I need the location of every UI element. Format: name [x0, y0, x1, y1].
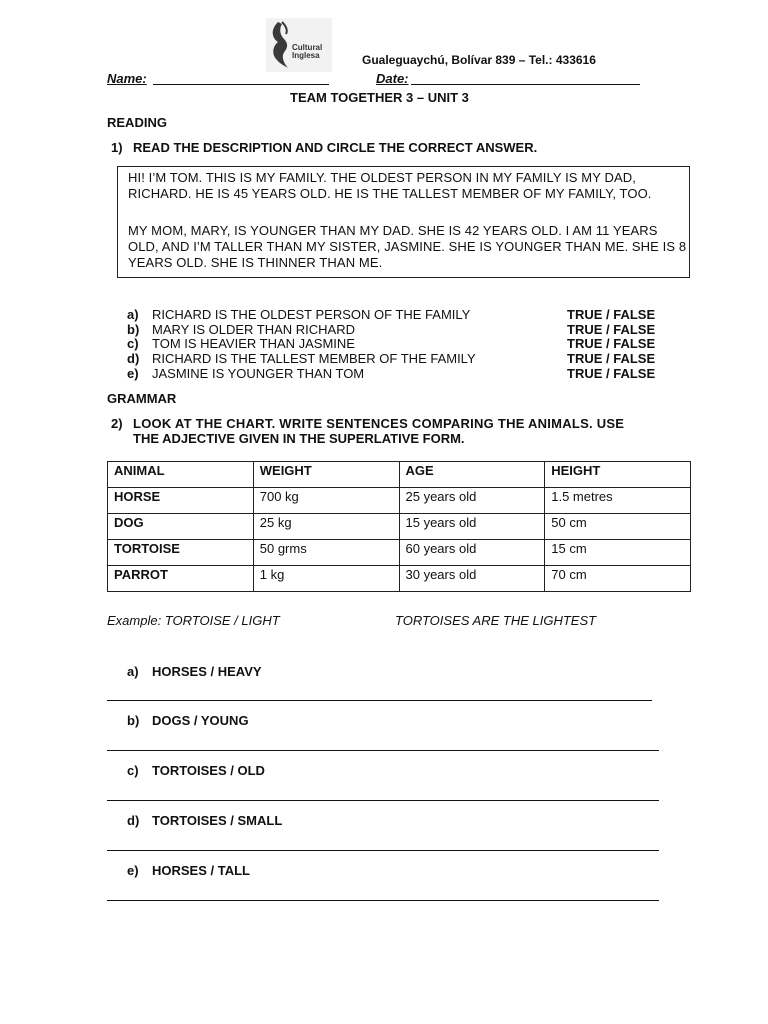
statement-text: RICHARD IS THE OLDEST PERSON OF THE FAMILY: [152, 307, 471, 322]
statement-letter: a): [127, 307, 139, 322]
table-cell: 60 years old: [399, 540, 545, 566]
statement-letter: d): [127, 351, 140, 366]
column-header: ANIMAL: [108, 462, 254, 488]
answer-line[interactable]: [107, 750, 659, 751]
exercise-letter: a): [127, 664, 139, 679]
name-label: Name:: [107, 71, 147, 86]
school-address: Gualeguaychú, Bolívar 839 – Tel.: 433616: [362, 53, 596, 67]
table-cell: 1.5 metres: [545, 488, 691, 514]
statement-row: [127, 351, 667, 366]
column-header: WEIGHT: [253, 462, 399, 488]
table-header-row: [108, 462, 691, 488]
grammar-instruction-line-1: LOOK AT THE CHART. WRITE SENTENCES COMPARING THE ANIMALS. USE: [133, 416, 625, 431]
statement-letter: b): [127, 322, 140, 337]
answer-line[interactable]: [107, 800, 659, 801]
true-false-options[interactable]: TRUE / FALSE: [567, 336, 656, 351]
table-row: [108, 514, 691, 540]
statement-row: [127, 322, 667, 337]
table-cell: 1 kg: [253, 566, 399, 592]
statement-row: [127, 336, 667, 351]
example-prompt: Example: TORTOISE / LIGHT: [107, 613, 280, 628]
reading-heading: READING: [107, 115, 167, 130]
table-cell: 25 years old: [399, 488, 545, 514]
example-answer: TORTOISES ARE THE LIGHTEST: [395, 613, 597, 628]
column-header: AGE: [399, 462, 545, 488]
statement-text: JASMINE IS YOUNGER THAN TOM: [152, 366, 365, 381]
exercise-letter: c): [127, 763, 139, 778]
grammar-instruction-line-2: THE ADJECTIVE GIVEN IN THE SUPERLATIVE FORM.: [133, 431, 465, 446]
answer-line[interactable]: [107, 850, 659, 851]
exercise-letter: b): [127, 713, 140, 728]
statement-text: TOM IS HEAVIER THAN JASMINE: [152, 336, 355, 351]
exercise-prompt: TORTOISES / SMALL: [152, 813, 283, 828]
statement-letter: c): [127, 336, 139, 351]
true-false-options[interactable]: TRUE / FALSE: [567, 366, 656, 381]
exercise-prompt: HORSES / HEAVY: [152, 664, 262, 679]
true-false-options[interactable]: TRUE / FALSE: [567, 307, 656, 322]
worksheet-title: TEAM TOGETHER 3 – UNIT 3: [290, 90, 469, 105]
logo-text-inglesa: Inglesa: [292, 51, 320, 60]
table-row: [108, 488, 691, 514]
statement-letter: e): [127, 366, 139, 381]
table-cell: 15 years old: [399, 514, 545, 540]
table-cell: HORSE: [108, 488, 254, 514]
exercise-prompt: DOGS / YOUNG: [152, 713, 249, 728]
logo-text-cultural: Cultural: [292, 43, 323, 52]
exercise-prompt: TORTOISES / OLD: [152, 763, 265, 778]
grammar-instruction-number: 2): [111, 416, 123, 431]
reading-instruction-number: 1): [111, 140, 123, 155]
statement-row: [127, 366, 667, 381]
table-cell: 30 years old: [399, 566, 545, 592]
table-cell: 25 kg: [253, 514, 399, 540]
answer-line[interactable]: [107, 700, 652, 701]
table-cell: PARROT: [108, 566, 254, 592]
exercise-letter: d): [127, 813, 140, 828]
exercise-prompt: HORSES / TALL: [152, 863, 250, 878]
table-cell: 50 grms: [253, 540, 399, 566]
column-header: HEIGHT: [545, 462, 691, 488]
table-cell: DOG: [108, 514, 254, 540]
statement-row: [127, 307, 667, 322]
name-field[interactable]: [153, 84, 329, 85]
table-row: [108, 540, 691, 566]
table-row: [108, 566, 691, 592]
school-logo: [266, 18, 332, 72]
reading-instruction: READ THE DESCRIPTION AND CIRCLE THE CORRECT ANSWER.: [133, 140, 538, 155]
grammar-heading: GRAMMAR: [107, 391, 177, 406]
date-label: Date:: [376, 71, 409, 86]
statement-text: MARY IS OLDER THAN RICHARD: [152, 322, 355, 337]
statement-text: RICHARD IS THE TALLEST MEMBER OF THE FAMILY: [152, 351, 476, 366]
table-cell: 15 cm: [545, 540, 691, 566]
true-false-options[interactable]: TRUE / FALSE: [567, 351, 656, 366]
table-cell: TORTOISE: [108, 540, 254, 566]
date-field[interactable]: [411, 84, 640, 85]
true-false-options[interactable]: TRUE / FALSE: [567, 322, 656, 337]
table-cell: 50 cm: [545, 514, 691, 540]
exercise-letter: e): [127, 863, 139, 878]
answer-line[interactable]: [107, 900, 659, 901]
reading-paragraph-1: HI! I’M TOM. THIS IS MY FAMILY. THE OLDEST PERSON IN MY FAMILY IS MY DAD, RICHARD. HE IS 45 YEARS OLD. HE IS THE TALLEST MEMBER OF MY FAMILY, TOO.: [128, 170, 652, 201]
table-cell: 70 cm: [545, 566, 691, 592]
animal-comparison-table: [107, 461, 691, 592]
reading-passage-box: [117, 166, 690, 278]
table-cell: 700 kg: [253, 488, 399, 514]
reading-paragraph-2: MY MOM, MARY, IS YOUNGER THAN MY DAD. SHE IS 42 YEARS OLD. I AM 11 YEARS OLD, AND I’M TALLER THAN MY SISTER, JASMINE. SHE IS YOUNGER THAN ME. SHE IS 8 YEARS OLD. SHE IS THINNER THAN ME.: [128, 223, 687, 270]
